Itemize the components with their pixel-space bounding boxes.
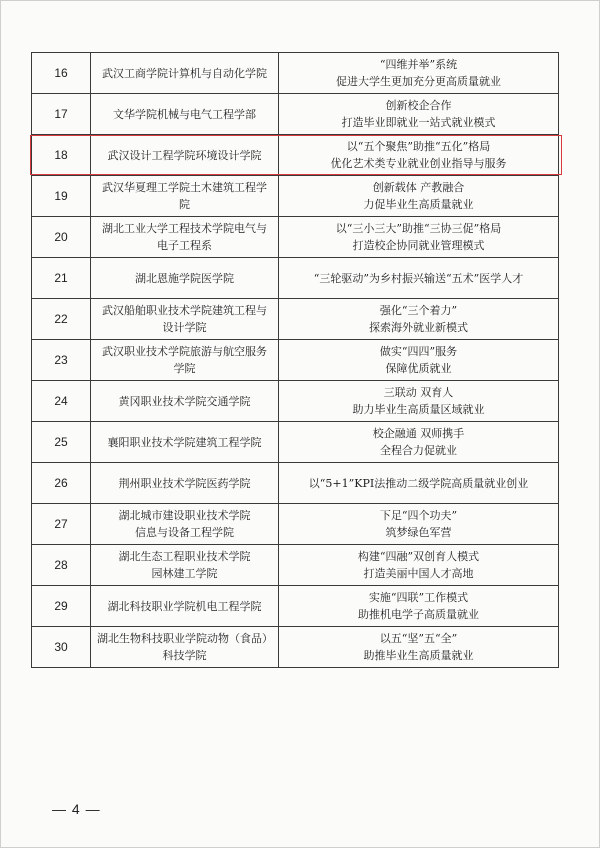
project-title-line: 全程合力促就业 bbox=[380, 444, 457, 457]
row-number: 18 bbox=[32, 135, 91, 176]
project-title-cell bbox=[279, 176, 559, 217]
college-name-cell bbox=[91, 176, 279, 217]
row-number: 25 bbox=[32, 422, 91, 463]
project-title-line: 构建“四融”双创育人模式 bbox=[357, 550, 480, 563]
project-title-line: “三轮驱动”为乡村振兴输送“五术”医学人才 bbox=[313, 271, 524, 285]
row-number: 23 bbox=[32, 340, 91, 381]
project-title-line: 做实“四四”服务 bbox=[379, 345, 458, 358]
college-name-line: 信息与设备工程学院 bbox=[135, 526, 234, 539]
table-row bbox=[32, 176, 559, 217]
project-title-line: 力促毕业生高质量就业 bbox=[363, 198, 474, 211]
project-title-cell bbox=[279, 217, 559, 258]
college-name-cell bbox=[91, 381, 279, 422]
college-name-line: 园林建工学院 bbox=[151, 567, 218, 580]
award-table bbox=[31, 52, 559, 668]
project-title-line: 助推毕业生高质量就业 bbox=[363, 649, 474, 662]
college-name-line: 学院 bbox=[173, 362, 196, 375]
table-row bbox=[32, 422, 559, 463]
project-title-line: 打造校企协同就业管理模式 bbox=[352, 239, 485, 252]
college-name-cell bbox=[91, 504, 279, 545]
row-number: 19 bbox=[32, 176, 91, 217]
college-name-cell bbox=[91, 463, 279, 504]
college-name-cell bbox=[91, 135, 279, 176]
college-name-cell bbox=[91, 545, 279, 586]
college-name-cell bbox=[91, 217, 279, 258]
project-title-line: 创新校企合作 bbox=[385, 99, 452, 112]
college-name-line: 武汉设计工程学院环境设计学院 bbox=[107, 148, 262, 162]
project-title-line: 打造美丽中国人才高地 bbox=[363, 567, 474, 580]
college-name-line: 武汉职业技术学院旅游与航空服务 bbox=[102, 345, 267, 358]
college-name-cell bbox=[91, 299, 279, 340]
project-title-line: 助推机电学子高质量就业 bbox=[358, 608, 479, 621]
college-name-line: 武汉华夏理工学院土木建筑工程学 bbox=[102, 181, 267, 194]
row-number: 27 bbox=[32, 504, 91, 545]
table-row bbox=[32, 586, 559, 627]
row-number: 17 bbox=[32, 94, 91, 135]
table-row bbox=[32, 53, 559, 94]
project-title-line: 以“5+1”KPI法推动二级学院高质量就业创业 bbox=[308, 476, 529, 490]
college-name-line: 湖北工业大学工程技术学院电气与 bbox=[102, 222, 267, 235]
project-title-line: 优化艺术类专业就业创业指导与服务 bbox=[330, 157, 507, 170]
project-title-cell bbox=[279, 463, 559, 504]
row-number: 16 bbox=[32, 53, 91, 94]
row-number: 20 bbox=[32, 217, 91, 258]
project-title-line: 助力毕业生高质量区域就业 bbox=[352, 403, 485, 416]
project-title-cell bbox=[279, 340, 559, 381]
table-row bbox=[32, 135, 559, 176]
project-title-line: 下足“四个功夫” bbox=[379, 509, 458, 522]
project-title-cell bbox=[279, 53, 559, 94]
row-number: 21 bbox=[32, 258, 91, 299]
table-row bbox=[32, 217, 559, 258]
project-title-line: 以“五个聚焦”助推“五化”格局 bbox=[346, 140, 491, 153]
college-name-line: 襄阳职业技术学院建筑工程学院 bbox=[107, 435, 262, 449]
table-row bbox=[32, 504, 559, 545]
project-title-cell bbox=[279, 135, 559, 176]
row-number: 28 bbox=[32, 545, 91, 586]
row-number: 26 bbox=[32, 463, 91, 504]
project-title-line: 筑梦绿色军营 bbox=[385, 526, 452, 539]
college-name-line: 科技学院 bbox=[162, 649, 207, 662]
project-title-line: 促进大学生更加充分更高质量就业 bbox=[336, 75, 501, 88]
project-title-cell bbox=[279, 422, 559, 463]
college-name-line: 湖北科技职业学院机电工程学院 bbox=[107, 599, 262, 613]
table-row bbox=[32, 258, 559, 299]
project-title-line: 实施“四联”工作模式 bbox=[368, 591, 469, 604]
project-title-cell bbox=[279, 504, 559, 545]
project-title-cell bbox=[279, 258, 559, 299]
college-name-cell bbox=[91, 53, 279, 94]
college-name-line: 荆州职业技术学院医药学院 bbox=[118, 476, 251, 490]
project-title-cell bbox=[279, 627, 559, 668]
table-row bbox=[32, 340, 559, 381]
row-number: 22 bbox=[32, 299, 91, 340]
project-title-cell bbox=[279, 299, 559, 340]
college-name-cell bbox=[91, 94, 279, 135]
table-body bbox=[32, 53, 559, 668]
college-name-line: 武汉船舶职业技术学院建筑工程与 bbox=[102, 304, 267, 317]
project-title-line: 校企融通 双师携手 bbox=[372, 427, 465, 440]
project-title-line: 保障优质就业 bbox=[385, 362, 452, 375]
college-name-line: 湖北城市建设职业技术学院 bbox=[118, 509, 251, 522]
college-name-line: 黄冈职业技术学院交通学院 bbox=[118, 394, 251, 408]
project-title-line: 探索海外就业新模式 bbox=[369, 321, 468, 334]
project-title-line: 强化“三个着力” bbox=[379, 304, 458, 317]
project-title-cell bbox=[279, 586, 559, 627]
project-title-cell bbox=[279, 94, 559, 135]
row-number: 30 bbox=[32, 627, 91, 668]
college-name-cell bbox=[91, 586, 279, 627]
college-name-line: 电子工程系 bbox=[157, 239, 212, 252]
project-title-line: 打造毕业即就业一站式就业模式 bbox=[341, 116, 496, 129]
table-row bbox=[32, 381, 559, 422]
project-title-line: 以五“坚”五“全” bbox=[379, 632, 458, 645]
project-title-line: 创新载体 产教融合 bbox=[372, 181, 465, 194]
row-number: 29 bbox=[32, 586, 91, 627]
project-title-line: 以“三小三大”助推“三协三促”格局 bbox=[335, 222, 502, 235]
table-row bbox=[32, 627, 559, 668]
project-title-line: “四维并举”系统 bbox=[379, 58, 458, 71]
project-title-cell bbox=[279, 545, 559, 586]
college-name-line: 武汉工商学院计算机与自动化学院 bbox=[102, 66, 267, 80]
college-name-line: 湖北生态工程职业技术学院 bbox=[118, 550, 251, 563]
college-name-line: 设计学院 bbox=[162, 321, 207, 334]
college-name-cell bbox=[91, 340, 279, 381]
college-name-line: 文华学院机械与电气工程学部 bbox=[113, 107, 256, 121]
table-row bbox=[32, 545, 559, 586]
project-title-line: 三联动 双育人 bbox=[383, 386, 454, 399]
row-number: 24 bbox=[32, 381, 91, 422]
table-row bbox=[32, 94, 559, 135]
college-name-cell bbox=[91, 627, 279, 668]
college-name-cell bbox=[91, 258, 279, 299]
college-name-line: 湖北恩施学院医学院 bbox=[135, 271, 234, 285]
college-name-line: 湖北生物科技职业学院动物（食品） bbox=[97, 632, 273, 645]
college-name-cell bbox=[91, 422, 279, 463]
page-number: — 4 — bbox=[52, 801, 101, 817]
table-row bbox=[32, 463, 559, 504]
project-title-cell bbox=[279, 381, 559, 422]
table-row bbox=[32, 299, 559, 340]
college-name-line: 院 bbox=[179, 198, 190, 211]
